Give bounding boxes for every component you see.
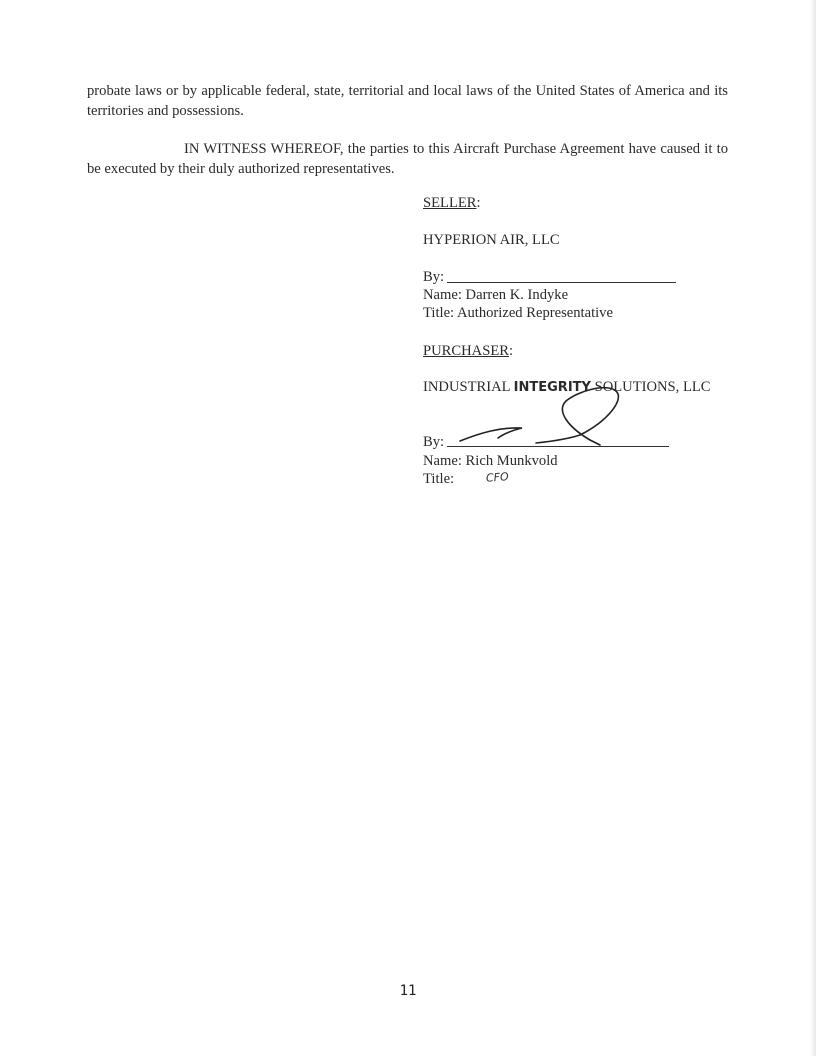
page-edge-shadow <box>810 0 816 1056</box>
seller-heading <box>423 194 728 212</box>
witness-paragraph: IN WITNESS WHEREOF, the parties to this Aircraft Purchase Agreement have caused it to be executed by their duly authorized representatives. <box>87 141 728 177</box>
purchaser-company-part1: INDUSTRIAL <box>423 379 511 395</box>
purchaser-company-part2: INTEGRITY <box>513 380 591 395</box>
seller-signature-line <box>447 282 676 283</box>
seller-label: SELLER <box>423 195 477 211</box>
purchaser-colon: : <box>508 343 514 359</box>
seller-representative-title: Title: Authorized Representative <box>423 305 613 321</box>
purchaser-representative-title: Title: <box>423 471 455 487</box>
handwritten-signature <box>440 383 640 453</box>
page-number: 11 <box>399 983 417 999</box>
closing-paragraph: probate laws or by applicable federal, state, territorial and local laws of the United States of America and its territories and possessions. <box>87 83 728 119</box>
purchaser-company-part3: SOLUTIONS, LLC <box>594 379 711 395</box>
seller-by-label: By: <box>423 269 445 285</box>
purchaser-heading <box>423 342 728 360</box>
seller-representative-name: Name: Darren K. Indyke <box>423 287 569 303</box>
purchaser-by-label: By: <box>423 434 445 450</box>
purchaser-label: PURCHASER <box>423 343 509 359</box>
seller-colon: : <box>476 195 481 211</box>
purchaser-representative-name: Name: Rich Munkvold <box>423 453 558 469</box>
handwritten-title: CFO <box>485 470 510 485</box>
seller-company: HYPERION AIR, LLC <box>423 232 560 248</box>
